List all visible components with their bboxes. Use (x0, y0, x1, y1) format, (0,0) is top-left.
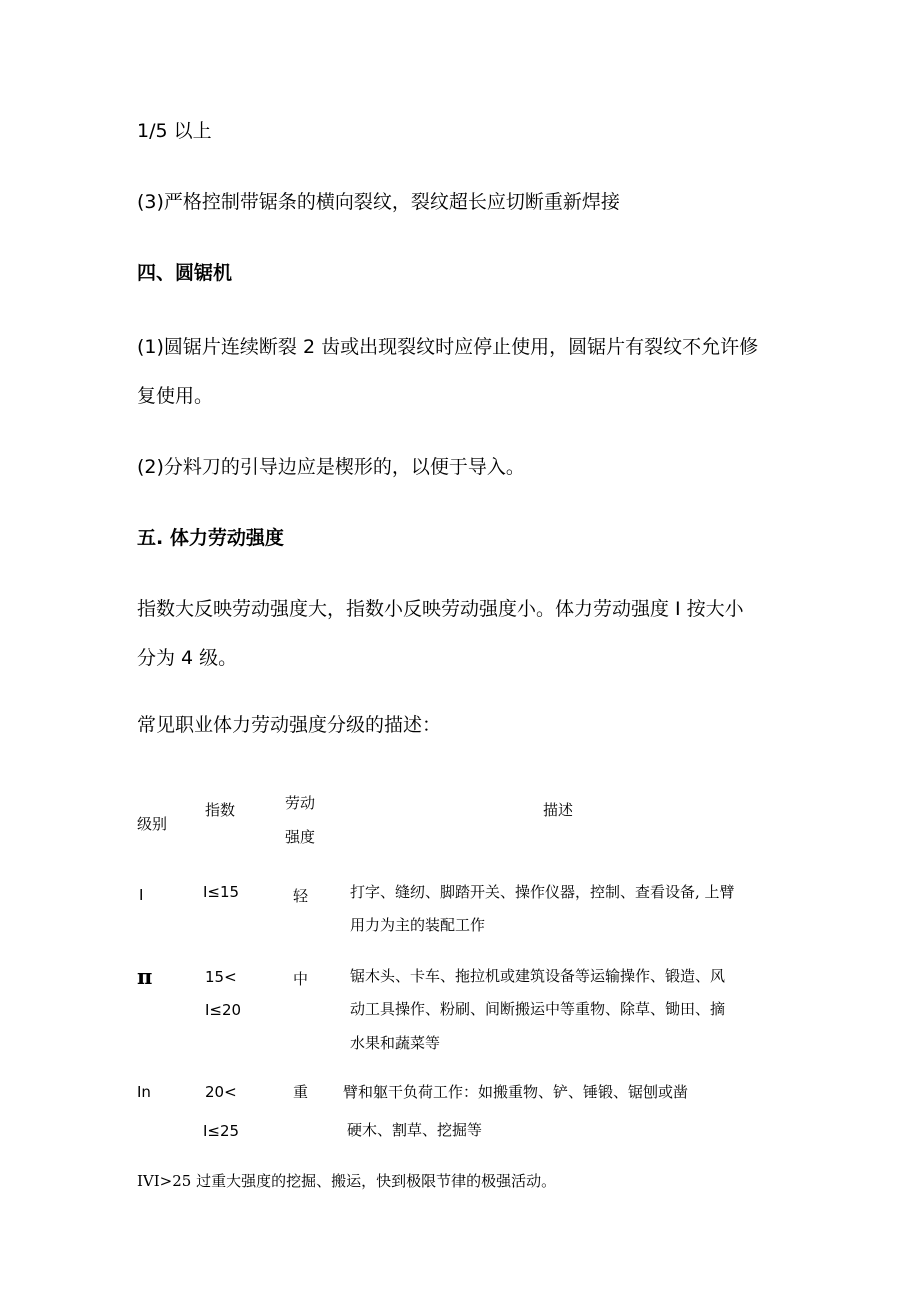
paragraph-saw-blade-line2: 复使用。 (137, 385, 214, 407)
row2-index-line2: I≤20 (205, 1001, 242, 1019)
row2-index-line1: 15< (205, 968, 237, 986)
paragraph-intensity-line1: 指数大反映劳动强度大，指数小反映劳动强度小。体力劳动强度 I 按大小 (137, 598, 744, 620)
row1-intensity: 轻 (293, 887, 309, 905)
row3-intensity: 重 (293, 1083, 309, 1101)
heading-labor-intensity: 五. 体力劳动强度 (137, 527, 284, 549)
row2-intensity: 中 (293, 970, 309, 988)
row3-level: In (137, 1083, 151, 1101)
paragraph-saw-crack: (3)严格控制带锯条的横向裂纹，裂纹超长应切断重新焊接 (137, 191, 620, 213)
row2-description-line3: 水果和蔬菜等 (350, 1034, 441, 1052)
row1-level: I (139, 886, 144, 904)
row2-level: π (137, 964, 153, 989)
heading-circular-saw: 四、圆锯机 (137, 262, 233, 284)
row1-description-line2: 用力为主的装配工作 (350, 916, 486, 934)
paragraph-intensity-line2: 分为 4 级。 (137, 647, 238, 669)
row3-index-line2: I≤25 (203, 1122, 240, 1140)
header-description: 描述 (543, 801, 574, 819)
row3-description-line2: 硬木、割草、挖掘等 (347, 1121, 483, 1139)
row3-description-line1: 臂和躯干负荷工作：如搬重物、铲、锤锻、锯刨或凿 (343, 1083, 689, 1101)
row1-description-line1: 打字、缝纫、脚踏开关、操作仪器，控制、查看设备, 上臂 (350, 883, 735, 901)
paragraph-saw-blade-line1: (1)圆锯片连续断裂 2 齿或出现裂纹时应停止使用，圆锯片有裂纹不允许修 (137, 336, 759, 358)
row2-description-line2: 动工具操作、粉刷、间断搬运中等重物、除草、锄田、摘 (350, 1000, 726, 1018)
paragraph-table-intro: 常见职业体力劳动强度分级的描述： (137, 714, 442, 736)
row3-index-line1: 20< (205, 1083, 237, 1101)
paragraph-continuation: 1/5 以上 (137, 120, 212, 142)
header-index: 指数 (205, 801, 236, 819)
header-level: 级别 (137, 815, 168, 833)
row4-footer: IVI>25 过重大强度的挖掘、搬运，快到极限节律的极强活动。 (137, 1172, 557, 1190)
header-intensity-line2: 强度 (285, 828, 316, 846)
row1-index: I≤15 (203, 883, 240, 901)
row2-description-line1: 锯木头、卡车、拖拉机或建筑设备等运输操作、锻造、风 (350, 967, 726, 985)
header-intensity-line1: 劳动 (285, 794, 316, 812)
paragraph-riving-knife: (2)分料刀的引导边应是楔形的，以便于导入。 (137, 456, 525, 478)
